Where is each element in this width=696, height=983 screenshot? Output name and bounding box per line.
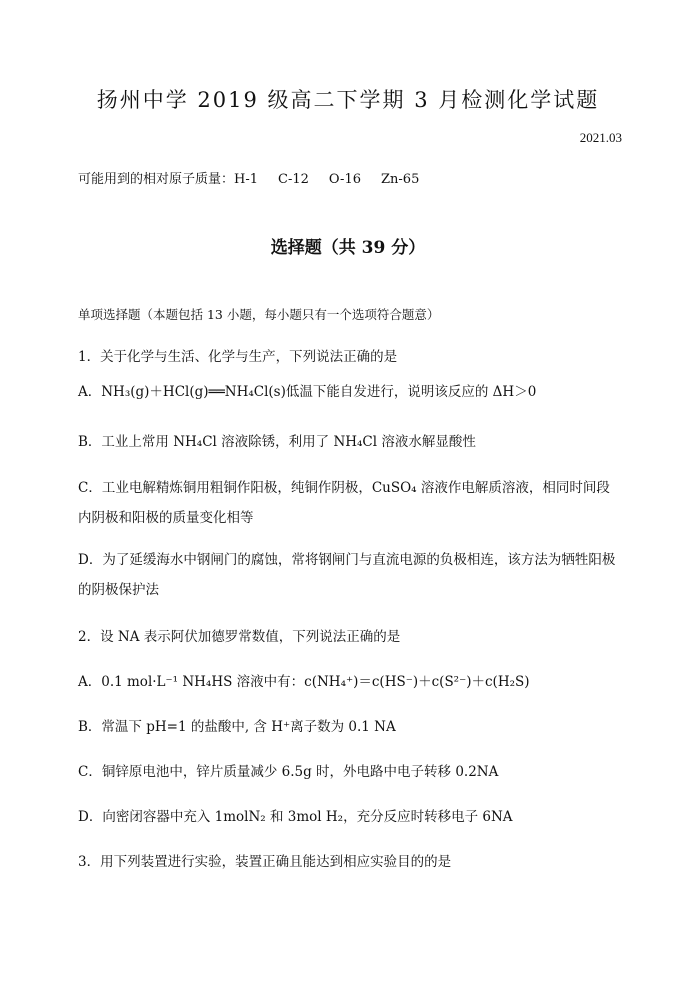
- question-1-option-c: C．工业电解精炼铜用粗铜作阳极，纯铜作阴极，CuSO₄ 溶液作电解质溶液，相同时间段内阴极和阳极的质量变化相等: [78, 480, 610, 526]
- section-instruction: 单项选择题（本题包括 13 小题，每小题只有一个选项符合题意）: [78, 307, 440, 322]
- question-1-option-a: A．NH₃(g)＋HCl(g)══NH₄Cl(s)低温下能自发进行，说明该反应的 ΔH＞0: [78, 384, 537, 400]
- section-title: 选择题（共 39 分）: [270, 238, 426, 258]
- question-2-stem: 2．设 NA 表示阿伏加德罗常数值，下列说法正确的是: [78, 629, 401, 645]
- question-1-option-b: B．工业上常用 NH₄Cl 溶液除锈，利用了 NH₄Cl 溶液水解显酸性: [78, 434, 476, 450]
- question-2-option-a: A．0.1 mol·L⁻¹ NH₄HS 溶液中有：c(NH₄⁺)＝c(HS⁻)＋c(S²⁻)＋c(H₂S): [78, 674, 530, 690]
- question-2-option-d: D．向密闭容器中充入 1molN₂ 和 3mol H₂，充分反应时转移电子 6NA: [78, 809, 513, 825]
- question-2-option-b: B．常温下 pH=1 的盐酸中, 含 H⁺离子数为 0.1 NA: [78, 719, 396, 735]
- exam-date: 2021.03: [579, 130, 622, 145]
- question-2-option-c: C．铜锌原电池中，锌片质量减少 6.5g 时，外电路中电子转移 0.2NA: [78, 764, 499, 780]
- question-1-stem: 1．关于化学与生活、化学与生产，下列说法正确的是: [78, 349, 398, 365]
- atomic-mass-zn: Zn-65: [381, 172, 420, 187]
- question-3-stem: 3．用下列装置进行实验，装置正确且能达到相应实验目的的是: [78, 854, 452, 870]
- exam-title: 扬州中学 2019 级高二下学期 3 月检测化学试题: [96, 88, 600, 112]
- atomic-mass-h: H-1: [234, 172, 259, 187]
- question-1-option-d: D．为了延缓海水中钢闸门的腐蚀，常将钢闸门与直流电源的负极相连，该方法为牺牲阳极的阴极保护法: [78, 552, 616, 598]
- atomic-masses-line: [78, 168, 439, 187]
- atomic-mass-c: C-12: [278, 172, 309, 187]
- atomic-mass-o: O-16: [328, 172, 361, 187]
- atomic-masses-label: 可能用到的相对原子质量：: [78, 172, 235, 187]
